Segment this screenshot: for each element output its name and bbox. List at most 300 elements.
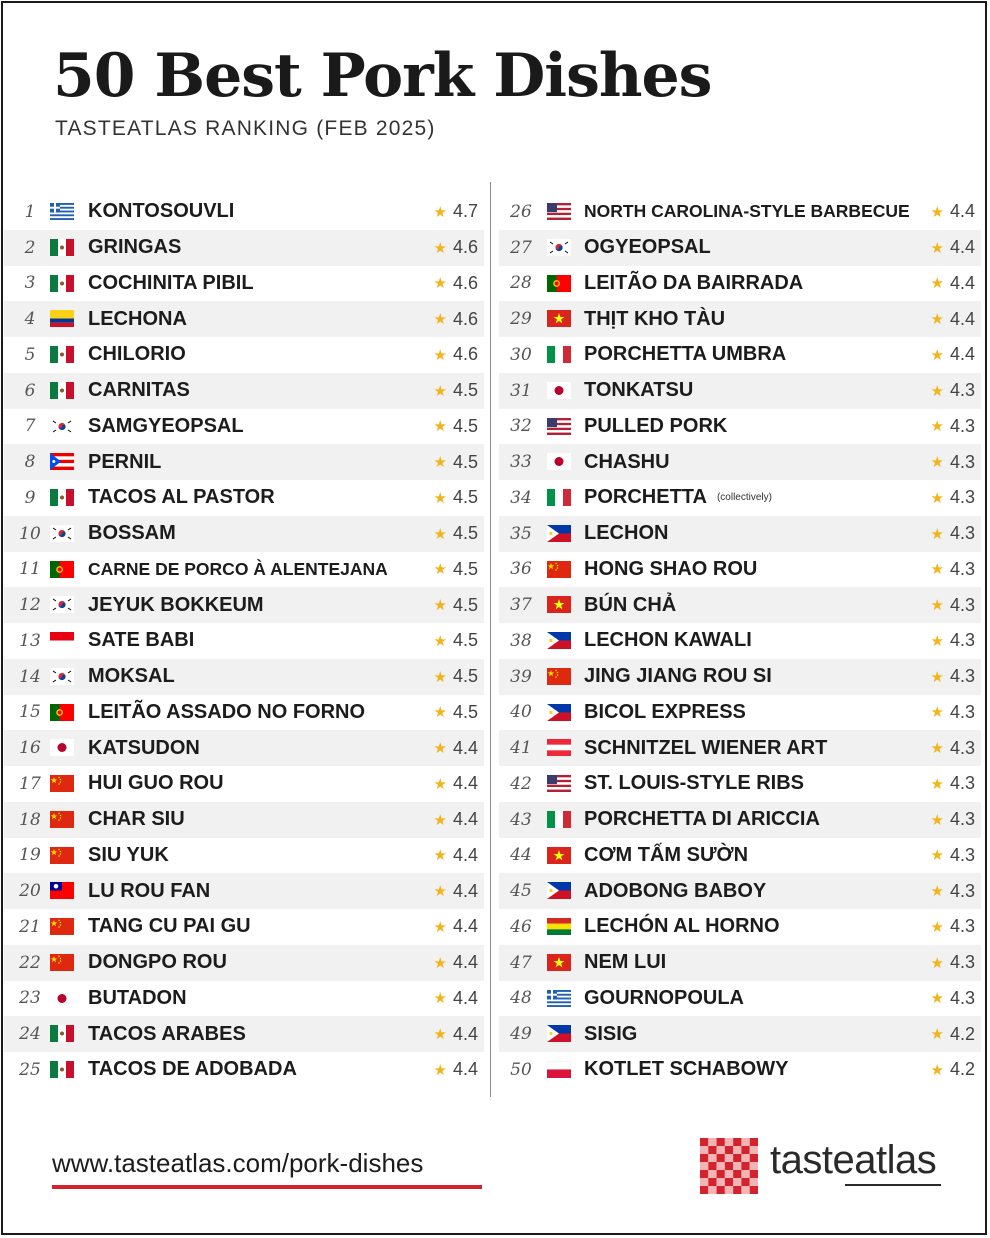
ranking-row (499, 1052, 981, 1088)
dish-name-text: LEITÃO DA BAIRRADA (584, 271, 804, 294)
star-icon: ★ (433, 1026, 447, 1044)
dish-name[interactable] (88, 1052, 297, 1088)
dish-name[interactable] (584, 409, 727, 445)
footer-url-link[interactable]: www.tasteatlas.com/pork-dishes (52, 1148, 424, 1178)
ranking-row (4, 337, 484, 373)
rank-number: 47 (510, 952, 532, 973)
star-icon: ★ (433, 561, 447, 579)
dish-rating (434, 766, 478, 802)
dish-rating (434, 623, 478, 659)
dish-rating (931, 802, 975, 838)
dish-name[interactable] (584, 730, 827, 766)
dish-name-text: CHAR SIU (88, 808, 185, 831)
rating-value: 4.4 (949, 344, 975, 365)
dish-rating (434, 230, 478, 266)
dish-name[interactable] (584, 230, 711, 266)
star-icon: ★ (930, 1061, 944, 1079)
rank-number: 48 (510, 988, 532, 1009)
dish-name-text: BUTADON (88, 986, 187, 1009)
ranking-row (499, 301, 981, 337)
dish-name[interactable] (88, 266, 254, 302)
rating-value: 4.3 (949, 630, 975, 651)
dish-name-text: ADOBONG BABOY (584, 879, 767, 902)
rating-value: 4.2 (949, 1059, 975, 1080)
ranking-row (499, 838, 981, 874)
star-icon: ★ (433, 382, 447, 400)
dish-name[interactable] (88, 373, 190, 409)
dish-rating (931, 659, 975, 695)
dish-name[interactable] (88, 838, 169, 874)
philippines-flag-icon (547, 882, 571, 899)
dish-name-text: LECHON KAWALI (584, 629, 752, 652)
dish-name[interactable] (584, 373, 693, 409)
dish-rating (434, 552, 478, 588)
star-icon: ★ (930, 597, 944, 615)
star-icon: ★ (433, 990, 447, 1008)
rank-number: 24 (19, 1024, 41, 1045)
dish-rating (931, 552, 975, 588)
dish-name[interactable] (584, 659, 772, 695)
portugal-flag-icon (50, 561, 74, 578)
rank-number: 39 (510, 666, 532, 687)
dish-rating (434, 981, 478, 1017)
korea-flag-icon (547, 239, 571, 256)
portugal-flag-icon (547, 275, 571, 292)
dish-name-text: BOSSAM (88, 522, 176, 545)
china-flag-icon (547, 561, 571, 578)
dish-name[interactable] (88, 909, 251, 945)
ranking-row (4, 516, 484, 552)
ranking-row (4, 802, 484, 838)
dish-name[interactable] (88, 945, 227, 981)
dish-name[interactable] (584, 444, 670, 480)
ranking-row (4, 909, 484, 945)
ranking-row (4, 981, 484, 1017)
star-icon: ★ (930, 311, 944, 329)
austria-flag-icon (547, 739, 571, 756)
star-icon: ★ (930, 382, 944, 400)
rating-value: 4.3 (949, 415, 975, 436)
dish-rating (434, 1052, 478, 1088)
japan-flag-icon (547, 382, 571, 399)
rank-number: 37 (510, 595, 532, 616)
dish-name[interactable] (584, 945, 666, 981)
mexico-flag-icon (50, 382, 74, 399)
star-icon: ★ (930, 668, 944, 686)
dish-rating (931, 1052, 975, 1088)
rating-value: 4.5 (452, 666, 478, 687)
rank-number: 13 (19, 630, 41, 651)
star-icon: ★ (433, 740, 447, 758)
china-flag-icon (50, 918, 74, 935)
japan-flag-icon (547, 453, 571, 470)
ranking-row (499, 695, 981, 731)
star-icon: ★ (433, 775, 447, 793)
dish-name[interactable] (584, 1052, 788, 1088)
dish-rating (434, 516, 478, 552)
rank-number: 29 (510, 309, 532, 330)
star-icon: ★ (433, 525, 447, 543)
usa-flag-icon (547, 418, 571, 435)
rank-number: 35 (510, 523, 532, 544)
dish-name[interactable] (584, 981, 744, 1017)
rank-number: 50 (510, 1059, 532, 1080)
star-icon: ★ (433, 311, 447, 329)
star-icon: ★ (433, 847, 447, 865)
greece-flag-icon (547, 990, 571, 1007)
dish-name-text: THỊT KHO TÀU (584, 307, 726, 330)
star-icon: ★ (930, 489, 944, 507)
rating-value: 4.5 (452, 415, 478, 436)
dish-name-text: SISIG (584, 1022, 638, 1045)
dish-name-text: KOTLET SCHABOWY (584, 1058, 789, 1081)
dish-name[interactable] (584, 873, 766, 909)
rating-value: 4.3 (949, 987, 975, 1008)
ranking-row (499, 802, 981, 838)
rating-value: 4.3 (949, 844, 975, 865)
star-icon: ★ (433, 346, 447, 364)
dish-rating (931, 766, 975, 802)
dish-name-text: LEITÃO ASSADO NO FORNO (88, 700, 366, 723)
dish-rating (434, 301, 478, 337)
star-icon: ★ (433, 668, 447, 686)
rank-number: 12 (19, 595, 41, 616)
korea-flag-icon (50, 668, 74, 685)
star-icon: ★ (433, 239, 447, 257)
rating-value: 4.6 (452, 344, 478, 365)
dish-rating (931, 409, 975, 445)
ranking-row (499, 230, 981, 266)
dish-rating (434, 909, 478, 945)
dish-rating (931, 337, 975, 373)
vietnam-flag-icon (547, 596, 571, 613)
star-icon: ★ (930, 883, 944, 901)
dish-name[interactable] (88, 659, 175, 695)
star-icon: ★ (930, 847, 944, 865)
dish-rating (434, 945, 478, 981)
dish-name[interactable] (584, 909, 780, 945)
column-divider (490, 182, 491, 1097)
rating-value: 4.4 (949, 308, 975, 329)
dish-name[interactable] (584, 838, 748, 874)
rating-value: 4.3 (949, 487, 975, 508)
dish-name[interactable] (584, 266, 803, 302)
dish-name[interactable] (88, 552, 388, 588)
ranking-row (4, 873, 484, 909)
star-icon: ★ (433, 454, 447, 472)
usa-flag-icon (547, 203, 571, 220)
ranking-row (499, 945, 981, 981)
dish-name-text: LECHON (584, 522, 669, 545)
mexico-flag-icon (50, 275, 74, 292)
dish-name[interactable] (584, 766, 804, 802)
dish-rating (434, 337, 478, 373)
mexico-flag-icon (50, 489, 74, 506)
dish-name[interactable] (88, 301, 187, 337)
ranking-row (499, 337, 981, 373)
rating-value: 4.3 (949, 737, 975, 758)
mexico-flag-icon (50, 1025, 74, 1042)
rating-value: 4.4 (452, 1059, 478, 1080)
rating-value: 4.3 (949, 880, 975, 901)
dish-name-text: PORCHETTA (584, 486, 707, 509)
rank-number: 44 (510, 845, 532, 866)
mexico-flag-icon (50, 346, 74, 363)
star-icon: ★ (930, 811, 944, 829)
dish-name-text: CARNITAS (88, 379, 190, 402)
ranking-row (499, 873, 981, 909)
dish-rating (931, 909, 975, 945)
dish-rating (931, 230, 975, 266)
italy-flag-icon (547, 811, 571, 828)
dish-name[interactable] (88, 409, 244, 445)
dish-rating (931, 695, 975, 731)
rank-number: 30 (510, 344, 532, 365)
philippines-flag-icon (547, 1025, 571, 1042)
checkered-square-icon (700, 1138, 758, 1194)
dish-name[interactable] (88, 1016, 246, 1052)
star-icon: ★ (930, 954, 944, 972)
ranking-row (499, 1016, 981, 1052)
ranking-row (499, 480, 981, 516)
dish-name[interactable] (584, 1016, 637, 1052)
rating-value: 4.3 (949, 380, 975, 401)
rank-number: 4 (24, 309, 36, 330)
dish-rating (434, 444, 478, 480)
philippines-flag-icon (547, 632, 571, 649)
ranking-row (4, 409, 484, 445)
rating-value: 4.5 (452, 594, 478, 615)
rank-number: 36 (510, 559, 532, 580)
star-icon: ★ (433, 597, 447, 615)
star-icon: ★ (930, 918, 944, 936)
star-icon: ★ (930, 632, 944, 650)
dish-name[interactable] (584, 802, 820, 838)
dish-rating (931, 587, 975, 623)
dish-name[interactable] (88, 802, 185, 838)
dish-rating (434, 194, 478, 230)
dish-name[interactable] (88, 766, 224, 802)
dish-name[interactable] (584, 301, 725, 337)
star-icon: ★ (433, 883, 447, 901)
ranking-row (4, 587, 484, 623)
dish-rating (434, 838, 478, 874)
dish-rating (931, 480, 975, 516)
dish-name-text: NORTH CAROLINA-STYLE BARBECUE (584, 201, 910, 222)
rating-value: 4.3 (949, 451, 975, 472)
dish-name-text: TACOS DE ADOBADA (88, 1058, 297, 1081)
ranking-row (4, 373, 484, 409)
rating-value: 4.4 (452, 1023, 478, 1044)
ranking-row (499, 587, 981, 623)
rating-value: 4.5 (452, 701, 478, 722)
rank-number: 22 (19, 952, 41, 973)
ranking-row (499, 444, 981, 480)
dish-name-text: SATE BABI (88, 629, 195, 652)
china-flag-icon (50, 847, 74, 864)
rating-value: 4.5 (452, 558, 478, 579)
dish-name[interactable] (88, 623, 194, 659)
rating-value: 4.3 (949, 809, 975, 830)
rank-number: 33 (510, 452, 532, 473)
dish-rating (931, 945, 975, 981)
rank-number: 21 (19, 916, 41, 937)
rank-number: 31 (510, 380, 532, 401)
dish-name-text: TACOS ARABES (88, 1022, 246, 1045)
dish-name[interactable] (88, 981, 187, 1017)
ranking-row (4, 623, 484, 659)
dish-rating (931, 266, 975, 302)
ranking-row (4, 1052, 484, 1088)
rank-number: 40 (510, 702, 532, 723)
dish-rating (434, 730, 478, 766)
rank-number: 43 (510, 809, 532, 830)
dish-name[interactable] (88, 337, 186, 373)
rank-number: 15 (19, 702, 41, 723)
dish-name[interactable] (584, 337, 786, 373)
rank-number: 46 (510, 916, 532, 937)
dish-name[interactable] (88, 230, 181, 266)
dish-name[interactable] (584, 695, 746, 731)
rank-number: 38 (510, 630, 532, 651)
rank-number: 14 (19, 666, 41, 687)
dish-name[interactable] (88, 730, 200, 766)
ranking-row (4, 552, 484, 588)
rating-value: 4.4 (452, 809, 478, 830)
star-icon: ★ (433, 632, 447, 650)
dish-rating (931, 444, 975, 480)
philippines-flag-icon (547, 525, 571, 542)
ranking-row (499, 766, 981, 802)
dish-name-text: CARNE DE PORCO À ALENTEJANA (88, 558, 388, 579)
dish-name[interactable] (584, 194, 910, 230)
dish-name-text: HONG SHAO ROU (584, 557, 758, 580)
dish-name[interactable] (584, 587, 676, 623)
dish-name-text: CƠM TẤM SƯỜN (584, 843, 749, 866)
rating-value: 4.5 (452, 523, 478, 544)
ranking-row (499, 194, 981, 230)
ranking-row (499, 659, 981, 695)
dish-name[interactable] (584, 552, 757, 588)
dish-name-text: LU ROU FAN (88, 879, 211, 902)
dish-name[interactable] (88, 695, 365, 731)
dish-name-text: KONTOSOUVLI (88, 200, 235, 223)
japan-flag-icon (50, 990, 74, 1007)
star-icon: ★ (930, 740, 944, 758)
rank-number: 6 (24, 380, 36, 401)
rank-number: 17 (19, 773, 41, 794)
dish-rating (931, 373, 975, 409)
rank-number: 41 (510, 738, 532, 759)
dish-rating (434, 873, 478, 909)
ranking-row (499, 981, 981, 1017)
rating-value: 4.4 (949, 272, 975, 293)
ranking-row (4, 194, 484, 230)
vietnam-flag-icon (547, 847, 571, 864)
rank-number: 2 (24, 237, 36, 258)
rating-value: 4.3 (949, 952, 975, 973)
dish-rating (434, 695, 478, 731)
rank-number: 42 (510, 773, 532, 794)
ranking-row (4, 659, 484, 695)
mexico-flag-icon (50, 239, 74, 256)
ranking-row (499, 623, 981, 659)
china-flag-icon (50, 811, 74, 828)
vietnam-flag-icon (547, 310, 571, 327)
ranking-row (499, 552, 981, 588)
rank-number: 7 (24, 416, 36, 437)
dish-name-text: PORCHETTA UMBRA (584, 343, 787, 366)
dish-name[interactable] (88, 444, 161, 480)
dish-name[interactable] (584, 516, 668, 552)
rating-value: 4.5 (452, 630, 478, 651)
dish-rating (434, 373, 478, 409)
dish-rating (931, 516, 975, 552)
dish-name[interactable] (88, 480, 275, 516)
dish-name[interactable] (88, 194, 234, 230)
footer-underline (52, 1185, 482, 1189)
rating-value: 4.4 (949, 237, 975, 258)
dish-name-text: SCHNITZEL WIENER ART (584, 736, 828, 759)
dish-rating (931, 301, 975, 337)
indonesia-flag-icon (50, 632, 74, 649)
korea-flag-icon (50, 596, 74, 613)
rating-value: 4.6 (452, 308, 478, 329)
dish-name-text: SAMGYEOPSAL (88, 414, 244, 437)
star-icon: ★ (433, 1061, 447, 1079)
star-icon: ★ (433, 954, 447, 972)
rating-value: 4.3 (949, 594, 975, 615)
star-icon: ★ (930, 525, 944, 543)
rating-value: 4.3 (949, 523, 975, 544)
ranking-row (4, 230, 484, 266)
dish-name-text: PERNIL (88, 450, 162, 473)
dish-rating (434, 480, 478, 516)
dish-name-text: GOURNOPOULA (584, 986, 744, 1009)
rating-value: 4.6 (452, 272, 478, 293)
dish-name[interactable] (88, 873, 210, 909)
star-icon: ★ (930, 775, 944, 793)
star-icon: ★ (433, 918, 447, 936)
dish-name[interactable] (584, 623, 752, 659)
dish-name[interactable] (584, 480, 772, 516)
portugal-flag-icon (50, 704, 74, 721)
dish-name-text: CHILORIO (88, 343, 186, 366)
japan-flag-icon (50, 739, 74, 756)
dish-name-text: HUI GUO ROU (88, 772, 224, 795)
ranking-row (499, 409, 981, 445)
ranking-row (4, 695, 484, 731)
star-icon: ★ (930, 990, 944, 1008)
rank-number: 5 (24, 344, 36, 365)
rank-number: 28 (510, 273, 532, 294)
dish-rating (931, 1016, 975, 1052)
dish-name-text: BÚN CHẢ (584, 593, 677, 616)
puerto-rico-flag-icon (50, 453, 74, 470)
dish-name-text: LECHÓN AL HORNO (584, 915, 780, 938)
ranking-row (4, 730, 484, 766)
rating-value: 4.3 (949, 666, 975, 687)
rating-value: 4.5 (452, 380, 478, 401)
dish-name[interactable] (88, 516, 176, 552)
korea-flag-icon (50, 418, 74, 435)
rank-number: 18 (19, 809, 41, 830)
dish-name[interactable] (88, 587, 264, 623)
dish-rating (434, 409, 478, 445)
rating-value: 4.4 (452, 844, 478, 865)
rating-value: 4.4 (452, 773, 478, 794)
china-flag-icon (50, 775, 74, 792)
